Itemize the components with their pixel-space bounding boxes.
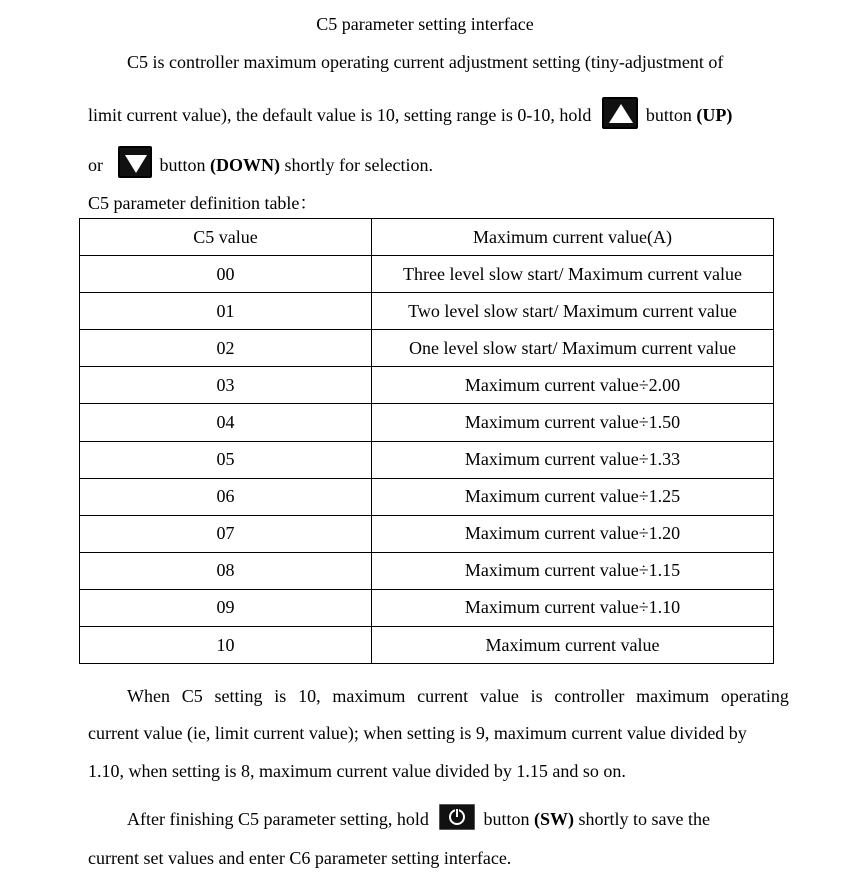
down-label: (DOWN) xyxy=(210,155,281,176)
cell-c5-value: 03 xyxy=(80,367,372,404)
sw-label: (SW) xyxy=(533,809,574,830)
intro-line-3 xyxy=(88,151,433,183)
table-caption: C5 parameter definition table： xyxy=(88,193,318,213)
finish-line-1 xyxy=(127,808,710,834)
intro-line-1: C5 is controller maximum operating current adjustment setting (tiny-adjustment of xyxy=(127,52,724,72)
selection-text: shortly for selection. xyxy=(284,155,433,176)
intro-line-2-text: limit current value), the default value is 10, setting range is 0-10, hold xyxy=(88,105,592,126)
up-label: (UP) xyxy=(696,105,733,126)
cell-max-current: Maximum current value÷1.25 xyxy=(372,478,774,515)
explain-word: is xyxy=(530,686,543,706)
cell-max-current: Two level slow start/ Maximum current value xyxy=(372,293,774,330)
cell-c5-value: 02 xyxy=(80,330,372,367)
explain-word: operating xyxy=(720,686,789,706)
up-button-text: button xyxy=(645,105,692,126)
table-row xyxy=(80,441,774,478)
page-title: C5 parameter setting interface xyxy=(316,14,534,34)
cell-max-current: Maximum current value÷1.20 xyxy=(372,515,774,552)
power-sw-button-icon xyxy=(439,804,475,830)
finish-line-2: current set values and enter C6 parameter setting interface. xyxy=(88,848,512,868)
sw-button-text: button xyxy=(483,809,530,830)
explain-word: maximum xyxy=(636,686,710,706)
table-row xyxy=(80,589,774,626)
explain-word: 10, xyxy=(298,686,321,706)
cell-c5-value: 01 xyxy=(80,293,372,330)
down-button-text: button xyxy=(159,155,206,176)
table-row xyxy=(80,256,774,293)
header-c5-value: C5 value xyxy=(80,219,372,256)
table-row xyxy=(80,627,774,664)
cell-max-current: Maximum current value÷1.50 xyxy=(372,404,774,441)
table-row xyxy=(80,367,774,404)
cell-c5-value: 08 xyxy=(80,552,372,589)
cell-c5-value: 00 xyxy=(80,256,372,293)
header-max-current: Maximum current value(A) xyxy=(372,219,774,256)
table-row xyxy=(80,404,774,441)
explain-word: value xyxy=(479,686,519,706)
cell-c5-value: 04 xyxy=(80,404,372,441)
or-text: or xyxy=(88,155,103,176)
down-arrow-button-icon xyxy=(118,146,152,178)
explain-line-2: current value (ie, limit current value); when setting is 9, maximum current value divided by xyxy=(88,723,747,743)
cell-c5-value: 07 xyxy=(80,515,372,552)
table-row xyxy=(80,478,774,515)
finish-text: After finishing C5 parameter setting, hold xyxy=(127,809,429,830)
save-text: shortly to save the xyxy=(578,809,710,830)
table-header-row xyxy=(80,219,774,256)
cell-max-current: Maximum current value÷2.00 xyxy=(372,367,774,404)
cell-max-current: Maximum current value xyxy=(372,627,774,664)
explain-word: is xyxy=(274,686,287,706)
cell-max-current: Maximum current value÷1.33 xyxy=(372,441,774,478)
cell-c5-value: 05 xyxy=(80,441,372,478)
table-row xyxy=(80,515,774,552)
explain-line-3: 1.10, when setting is 8, maximum current value divided by 1.15 and so on. xyxy=(88,761,626,781)
up-arrow-button-icon xyxy=(602,97,638,129)
cell-c5-value: 06 xyxy=(80,478,372,515)
explain-word: C5 xyxy=(181,686,203,706)
explain-word: setting xyxy=(214,686,263,706)
table-row xyxy=(80,293,774,330)
cell-max-current: Maximum current value÷1.15 xyxy=(372,552,774,589)
cell-max-current: Three level slow start/ Maximum current value xyxy=(372,256,774,293)
c5-parameter-table xyxy=(79,218,774,664)
explain-word: maximum xyxy=(332,686,406,706)
cell-c5-value: 10 xyxy=(80,627,372,664)
explain-word: current xyxy=(417,686,469,706)
table-row xyxy=(80,552,774,589)
cell-max-current: One level slow start/ Maximum current value xyxy=(372,330,774,367)
explain-word: When xyxy=(127,686,170,706)
cell-max-current: Maximum current value÷1.10 xyxy=(372,589,774,626)
explain-word: controller xyxy=(554,686,625,706)
table-row xyxy=(80,330,774,367)
cell-c5-value: 09 xyxy=(80,589,372,626)
intro-line-2 xyxy=(88,101,732,133)
explain-line-1 xyxy=(127,686,789,707)
